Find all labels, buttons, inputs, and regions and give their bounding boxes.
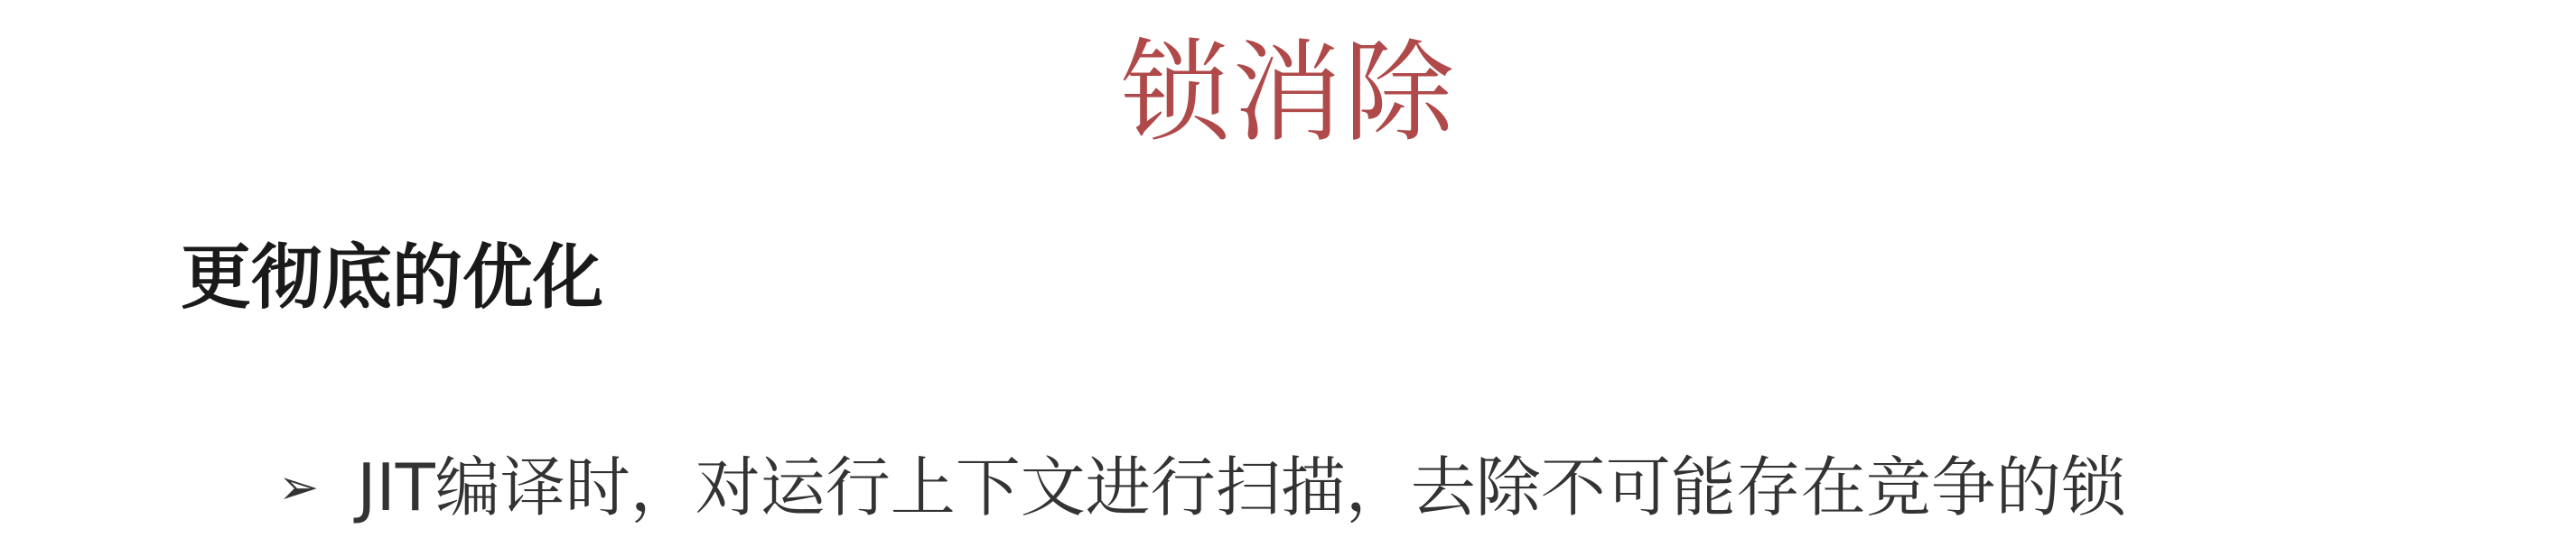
arrow-bullet-icon: ➢ <box>278 459 320 515</box>
slide-title: 锁消除 <box>1120 29 1456 157</box>
bullet-text: JIT编译时，对运行上下文进行扫描，去除不可能存在竞争的锁 <box>357 450 2126 525</box>
slide-subtitle: 更彻底的优化 <box>181 237 604 319</box>
bullet-item <box>278 442 2126 533</box>
